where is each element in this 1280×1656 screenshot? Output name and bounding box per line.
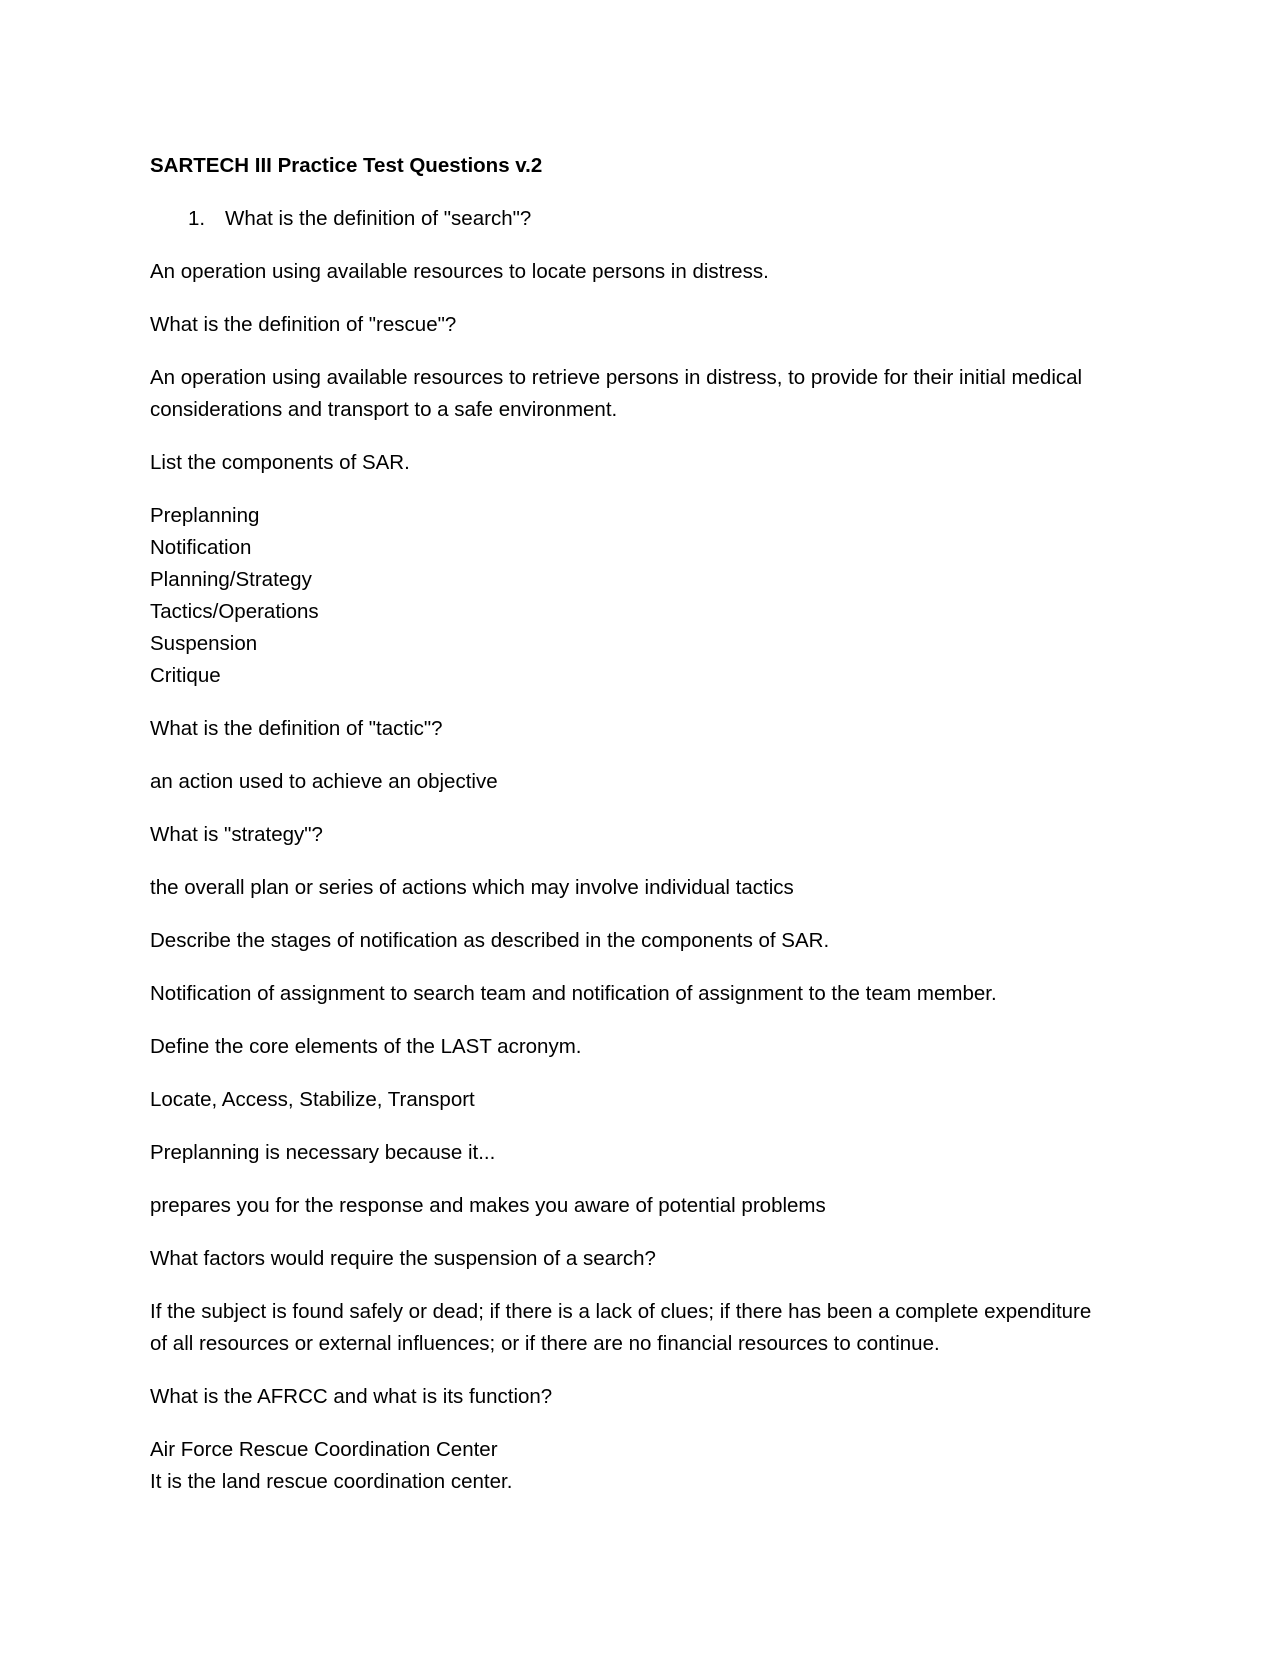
question-number: 1. <box>188 207 206 230</box>
question-rescue: What is the definition of "rescue"? <box>150 313 457 336</box>
answer-afrcc-line: Air Force Rescue Coordination Center <box>150 1438 498 1461</box>
answer-rescue-line: considerations and transport to a safe environment. <box>150 398 618 421</box>
component-item: Tactics/Operations <box>150 600 319 623</box>
question-components: List the components of SAR. <box>150 451 410 474</box>
components-list <box>150 500 1130 692</box>
answer-suspension <box>150 1296 1130 1360</box>
answer-suspension-line: If the subject is found safely or dead; if there is a lack of clues; if there has been a complete expenditure <box>150 1300 1092 1323</box>
answer-suspension-line: of all resources or external influences; or if there are no financial resources to continue. <box>150 1332 940 1355</box>
answer-tactic: an action used to achieve an objective <box>150 770 498 793</box>
answer-last: Locate, Access, Stabilize, Transport <box>150 1088 475 1111</box>
question-strategy: What is "strategy"? <box>150 823 323 846</box>
answer-preplanning: prepares you for the response and makes you aware of potential problems <box>150 1194 826 1217</box>
question-notification: Describe the stages of notification as described in the components of SAR. <box>150 929 830 952</box>
component-item: Notification <box>150 536 252 559</box>
answer-rescue-line: An operation using available resources to retrieve persons in distress, to provide for their initial medical <box>150 366 1083 389</box>
answer-notification: Notification of assignment to search team and notification of assignment to the team member. <box>150 982 997 1005</box>
question-1 <box>188 203 1130 235</box>
question-afrcc: What is the AFRCC and what is its function? <box>150 1385 553 1408</box>
answer-search: An operation using available resources to locate persons in distress. <box>150 260 769 283</box>
answer-afrcc <box>150 1434 1130 1498</box>
question-suspension: What factors would require the suspension of a search? <box>150 1247 656 1270</box>
question-last: Define the core elements of the LAST acronym. <box>150 1035 582 1058</box>
answer-rescue <box>150 362 1130 426</box>
component-item: Planning/Strategy <box>150 568 312 591</box>
question-preplanning: Preplanning is necessary because it... <box>150 1141 496 1164</box>
document-body <box>150 150 1130 1519</box>
component-item: Preplanning <box>150 504 260 527</box>
answer-afrcc-line: It is the land rescue coordination center. <box>150 1470 513 1493</box>
question-text: What is the definition of "search"? <box>225 207 532 230</box>
component-item: Critique <box>150 664 221 687</box>
answer-strategy: the overall plan or series of actions which may involve individual tactics <box>150 876 794 899</box>
document-title: SARTECH III Practice Test Questions v.2 <box>150 154 543 177</box>
question-tactic: What is the definition of "tactic"? <box>150 717 443 740</box>
component-item: Suspension <box>150 632 258 655</box>
